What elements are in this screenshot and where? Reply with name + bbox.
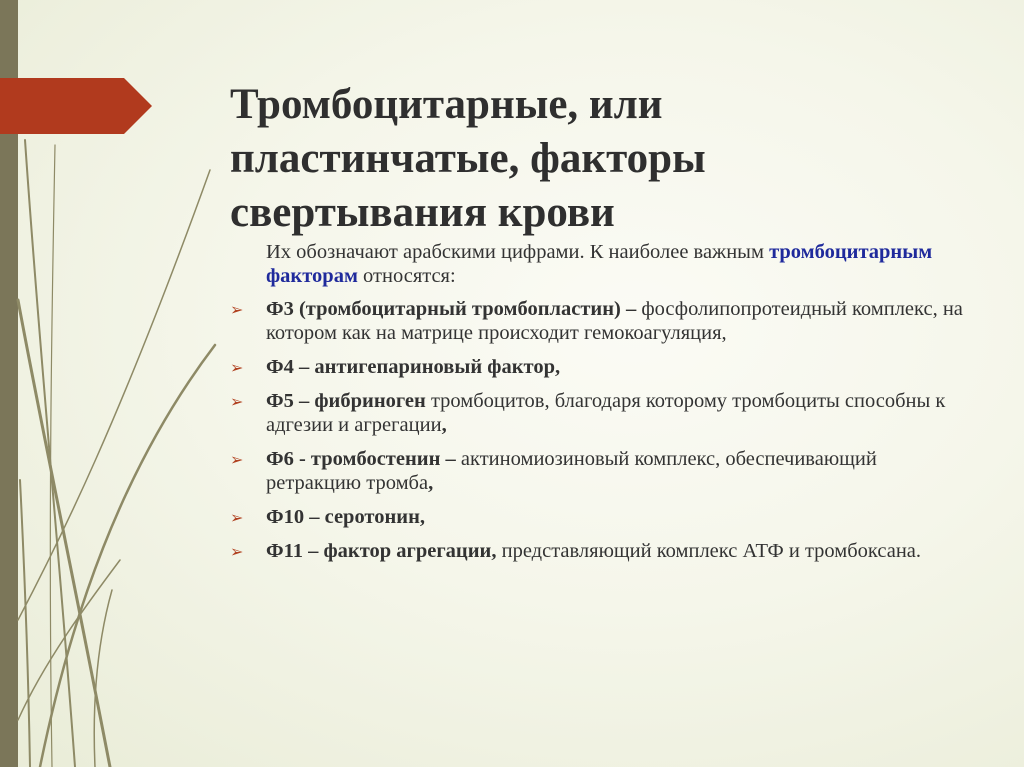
arrow-bullet-icon: ➢ (230, 358, 244, 377)
title-line-2: пластинчатые, факторы (230, 135, 706, 182)
title-line-1: Тромбоцитарные, или (230, 81, 663, 128)
arrow-bullet-icon: ➢ (230, 450, 244, 469)
accent-arrow-shape (0, 0, 160, 767)
factor-term: Ф5 – фибриноген (266, 390, 426, 412)
factor-term: Ф6 - тромбостенин – (266, 448, 456, 470)
factor-term: Ф4 – антигепариновый фактор, (266, 356, 561, 378)
arrow-bullet-icon: ➢ (230, 392, 244, 411)
intro-text-end: относятся: (357, 265, 456, 287)
factor-tail: , (428, 472, 434, 494)
factor-description: актиномиозиновый комплекс, обеспечивающий ретракцию тромба (266, 448, 877, 494)
list-item (230, 505, 970, 529)
list-item (230, 447, 970, 495)
arrow-bullet-icon: ➢ (230, 300, 244, 319)
intro-paragraph (266, 240, 970, 288)
list-item (230, 539, 970, 563)
intro-highlight: тромбоцитарным факторам (266, 241, 933, 287)
factor-term: Ф10 – серотонин, (266, 506, 426, 528)
title-line-3: свертывания крови (230, 189, 615, 236)
slide-content (230, 240, 970, 573)
list-item (230, 389, 970, 437)
factor-description: фосфолипопротеидный комплекс, на котором как на матрице происходит гемокоагуляция, (266, 298, 963, 344)
factor-term: Ф3 (тромбоцитарный тромбопластин) – (266, 298, 637, 320)
factor-term: Ф11 – фактор агрегации, (266, 540, 497, 562)
arrow-bullet-icon: ➢ (230, 542, 244, 561)
factor-description: представляющий комплекс АТФ и тромбоксана. (496, 540, 922, 562)
factor-list (230, 297, 970, 563)
arrow-bullet-icon: ➢ (230, 508, 244, 527)
list-item (230, 355, 970, 379)
intro-text: Их обозначают арабскими цифрами. К наиболее важным (266, 241, 764, 263)
factor-description: тромбоцитов, благодаря которому тромбоциты способны к адгезии и агрегации (266, 390, 946, 436)
slide-title (230, 78, 870, 240)
factor-tail: , (441, 414, 447, 436)
list-item (230, 297, 970, 345)
